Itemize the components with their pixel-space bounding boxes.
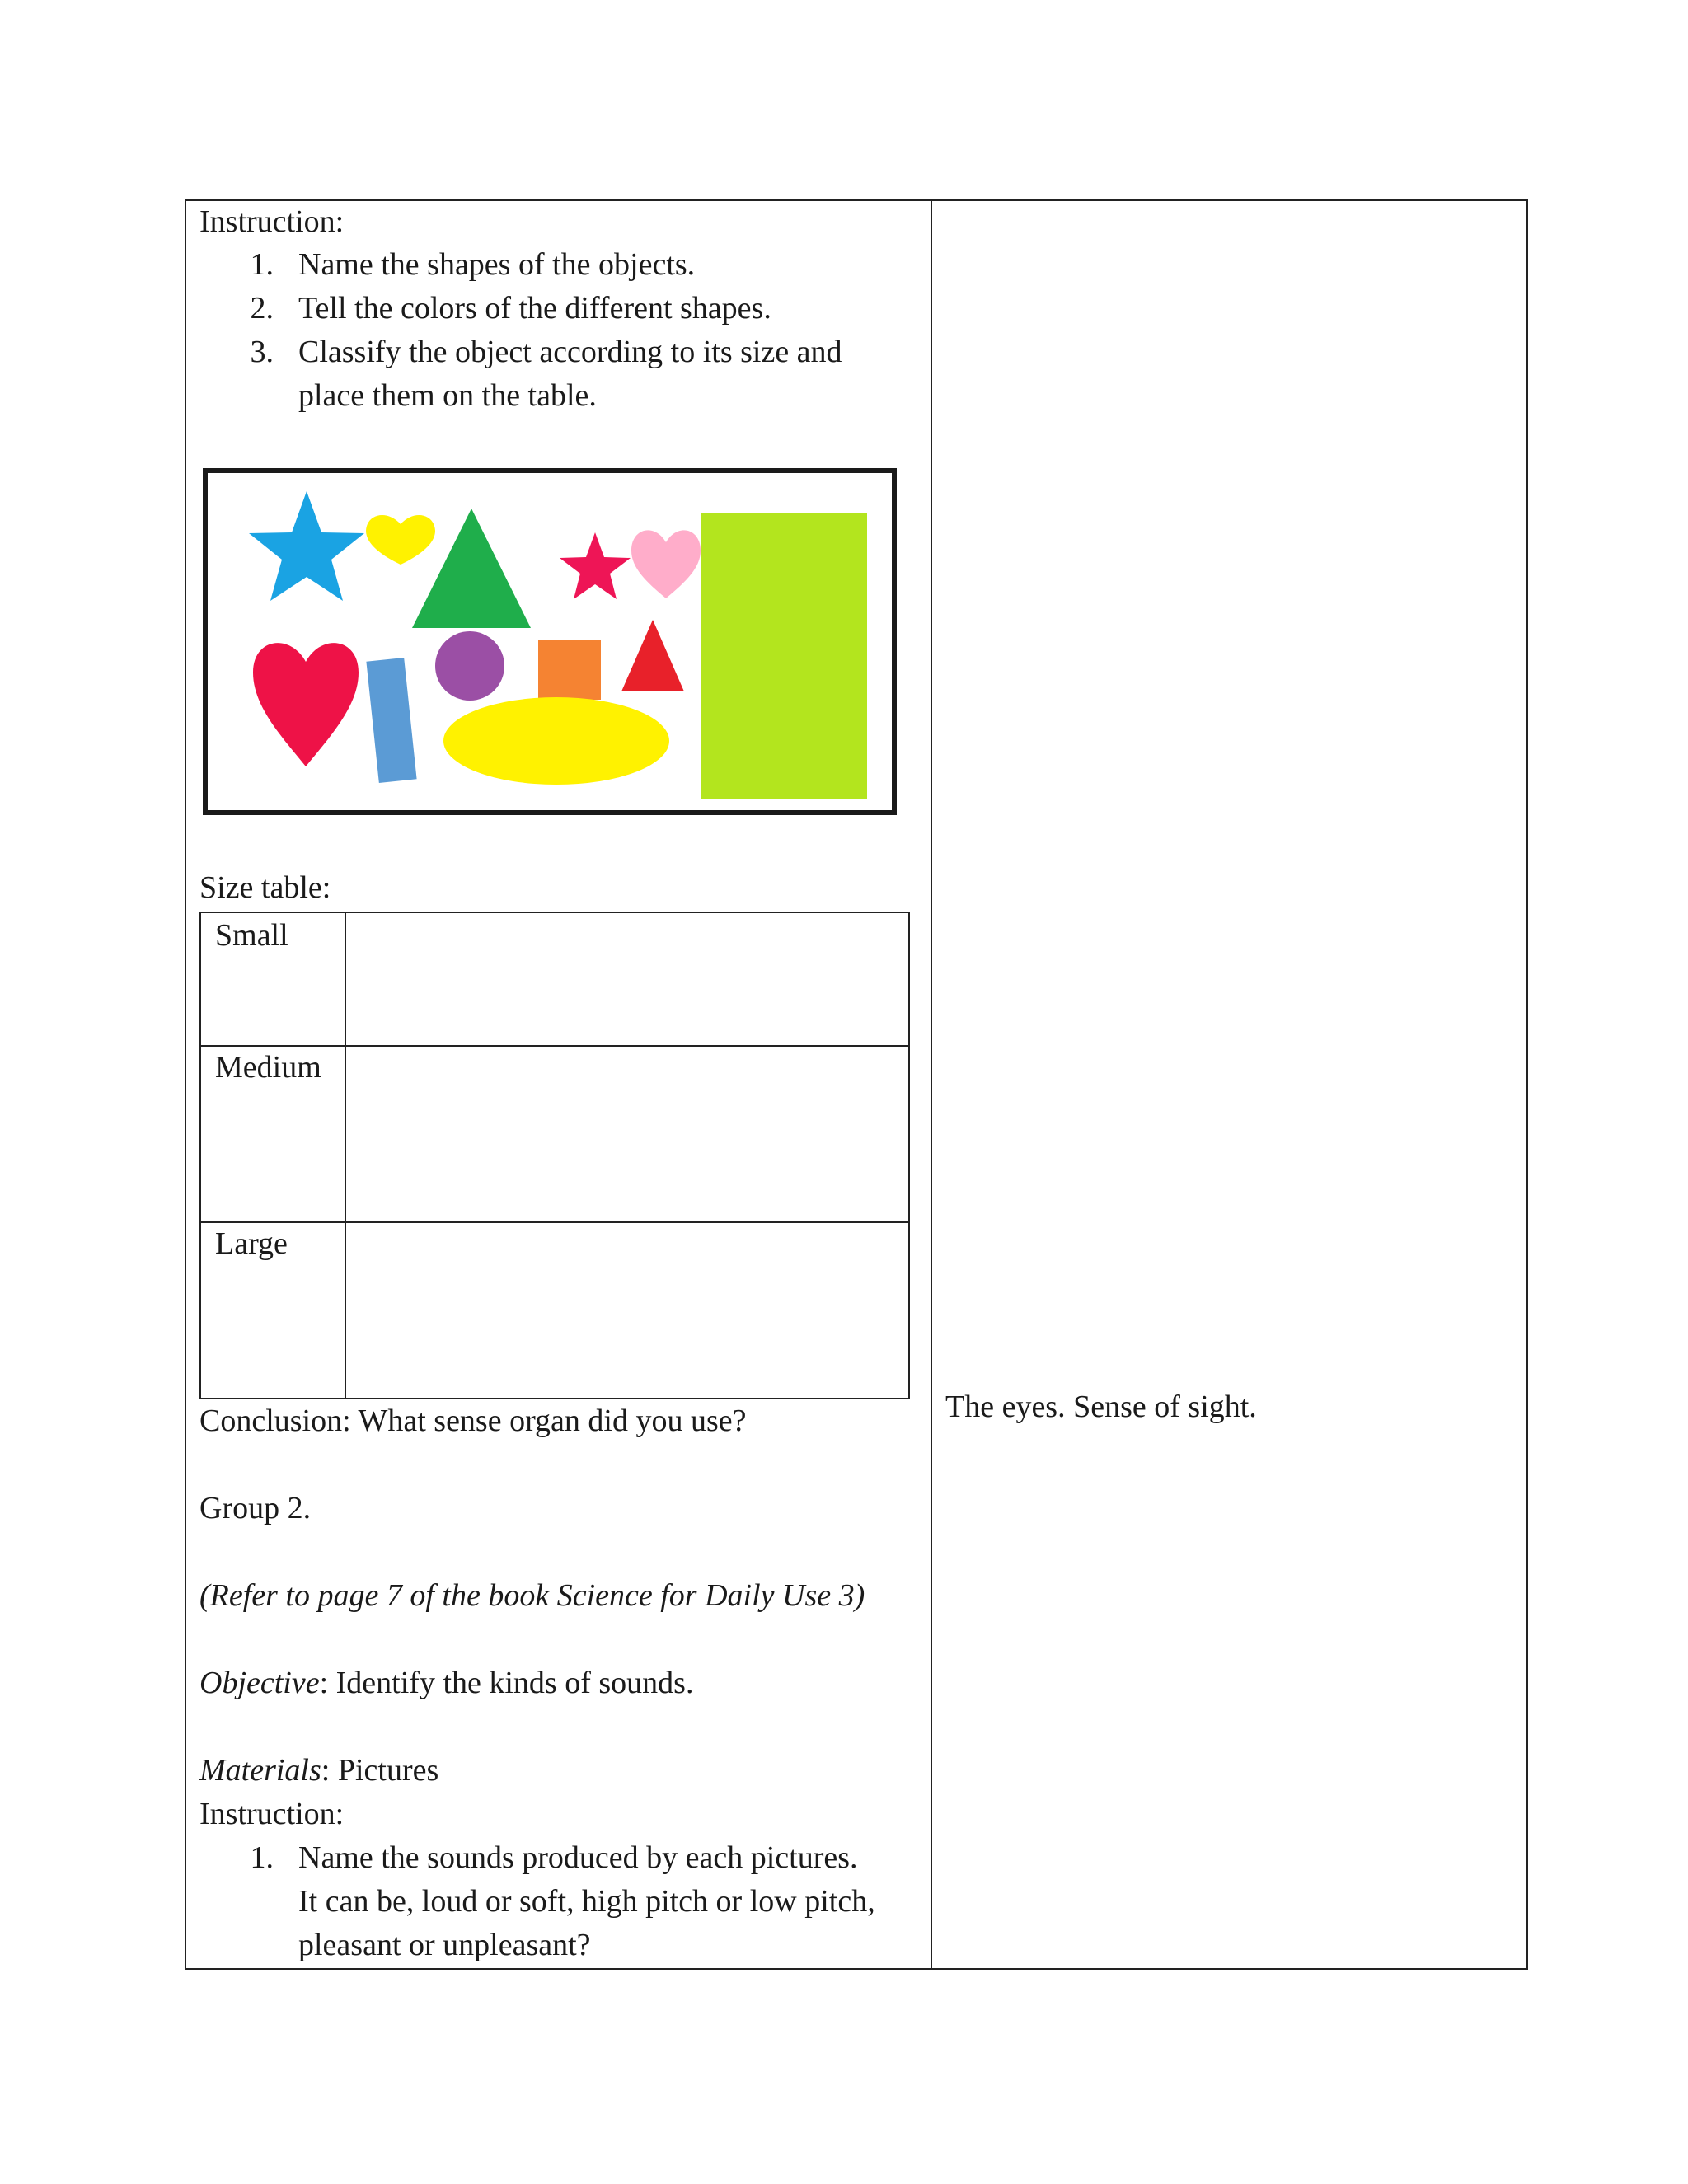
- shape-heart-yellow: [366, 515, 435, 565]
- size-table: [199, 912, 910, 1399]
- shape-heart-light-pink: [631, 530, 701, 598]
- objective-text: : Identify the kinds of sounds.: [319, 1666, 694, 1700]
- materials-text: : Pictures: [321, 1753, 439, 1788]
- instruction-heading-2: Instruction:: [199, 1797, 345, 1831]
- instruction-number-2: 2.: [250, 291, 274, 326]
- objective-label: Objective: [199, 1666, 320, 1700]
- shapes-figure: [203, 468, 897, 815]
- table-cell-separator: [345, 913, 346, 1045]
- size-label-small: Small: [215, 918, 288, 953]
- shape-triangle-red: [621, 620, 684, 691]
- shape-rectangle-blue: [366, 658, 416, 783]
- shape-ellipse-yellow: [443, 697, 669, 785]
- shape-circle-purple: [435, 631, 504, 701]
- instruction2-item-1-line1: Name the sounds produced by each pictures.: [298, 1840, 858, 1875]
- instruction-number-1: 1.: [250, 247, 274, 282]
- table-row: [201, 913, 908, 1047]
- table-row: [201, 1221, 908, 1398]
- size-label-large: Large: [215, 1226, 288, 1261]
- shape-square-orange: [538, 640, 601, 700]
- shape-star-pink: [560, 532, 631, 599]
- instruction-item-2: Tell the colors of the different shapes.: [298, 291, 771, 326]
- column-divider: [931, 199, 932, 1970]
- instruction2-item-1-line3: pleasant or unpleasant?: [298, 1928, 591, 1962]
- book-reference: (Refer to page 7 of the book Science for Daily Use 3): [199, 1578, 865, 1613]
- table-cell-separator: [345, 1221, 346, 1398]
- instruction-item-3-line1: Classify the object according to its size and: [298, 335, 842, 369]
- objective-line: [199, 1667, 693, 1699]
- table-row: [201, 1045, 908, 1223]
- shape-star-blue: [249, 491, 364, 601]
- group-heading: Group 2.: [199, 1491, 312, 1526]
- instruction-item-1: Name the shapes of the objects.: [298, 247, 696, 282]
- size-label-medium: Medium: [215, 1050, 321, 1085]
- answer-text: The eyes. Sense of sight.: [945, 1390, 1257, 1424]
- instruction-heading: Instruction:: [199, 204, 345, 239]
- materials-label: Materials: [199, 1753, 321, 1788]
- instruction2-item-1-line2: It can be, loud or soft, high pitch or low pitch,: [298, 1884, 875, 1919]
- instruction-item-3-line2: place them on the table.: [298, 378, 597, 413]
- conclusion-question: Conclusion: What sense organ did you use?: [199, 1404, 747, 1438]
- materials-line: [199, 1755, 438, 1786]
- table-cell-separator: [345, 1045, 346, 1221]
- shape-rectangle-lime: [701, 513, 867, 799]
- instruction-number-3: 3.: [250, 335, 274, 369]
- size-table-label: Size table:: [199, 870, 331, 905]
- shape-heart-red: [253, 643, 359, 766]
- instruction2-number-1: 1.: [250, 1840, 274, 1875]
- shapes-illustration: [208, 473, 892, 810]
